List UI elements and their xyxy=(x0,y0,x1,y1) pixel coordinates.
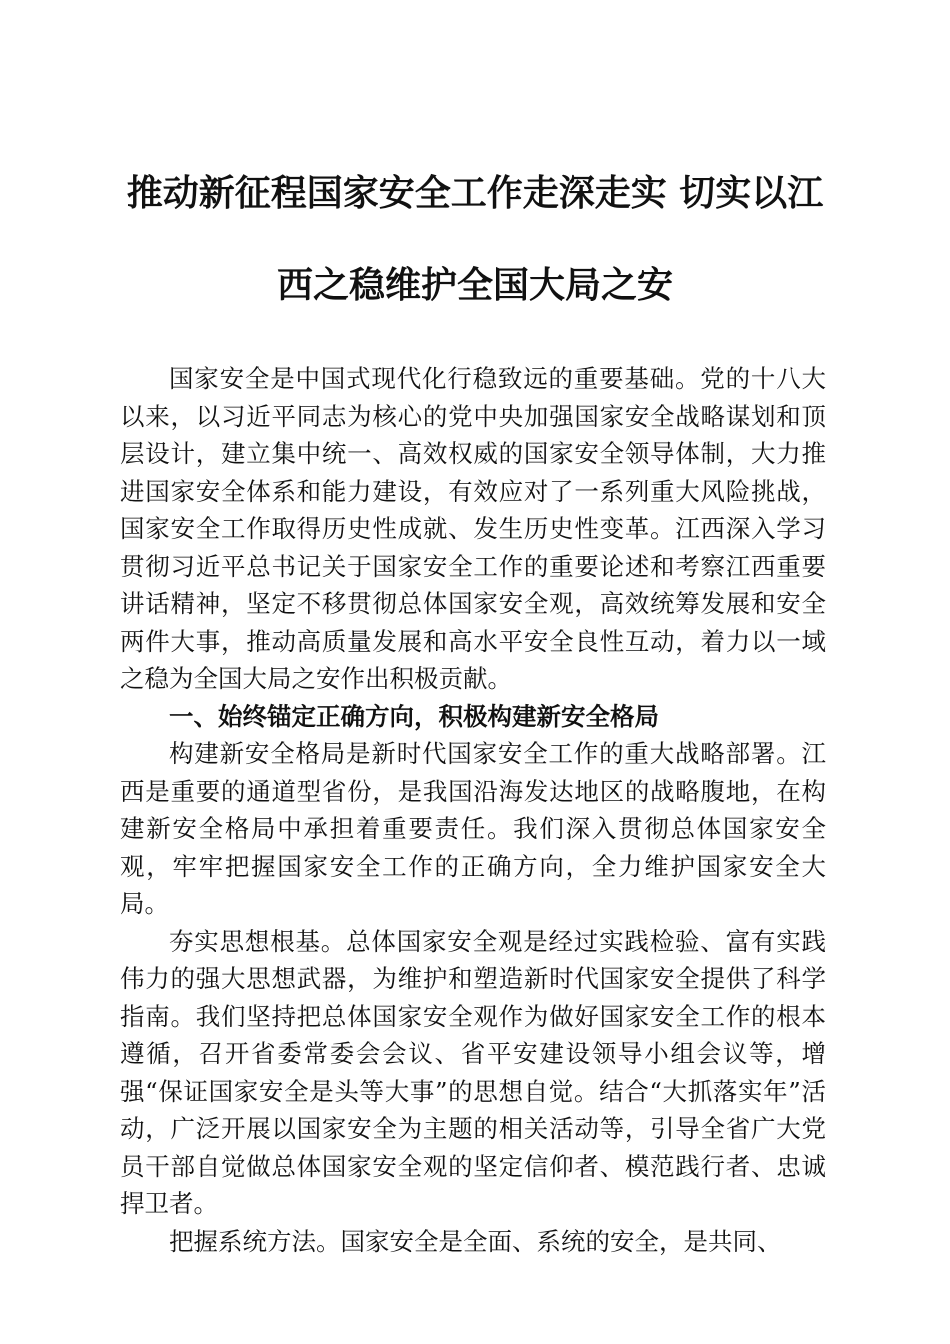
body-paragraph-3: 夯实思想根基。总体国家安全观是经过实践检验、富有实践伟力的强大思想武器，为维护和塑造新时代国家安全提供了科学指南。我们坚持把总体国家安全观作为做好国家安全工作的根本遵循，召开省委常委会会议、省平安建设领导小组会议等，增强“保证国家安全是头等大事”的思想自觉。结合“大抓落实年”活动，广泛开展以国家安全为主题的相关活动等，引导全省广大党员干部自觉做总体国家安全观的坚定信仰者、模范践行者、忠诚捍卫者。 xyxy=(120,926,826,1218)
section-heading-1: 一、始终锚定正确方向，积极构建新安全格局 xyxy=(169,701,659,731)
intro-paragraph: 国家安全是中国式现代化行稳致远的重要基础。党的十八大以来，以习近平同志为核心的党中央加强国家安全战略谋划和顶层设计，建立集中统一、高效权威的国家安全领导体制，大力推进国家安全体系和能力建设，有效应对了一系列重大风险挑战，国家安全工作取得历史性成就、发生历史性变革。江西深入学习贯彻习近平总书记关于国家安全工作的重要论述和考察江西重要讲话精神，坚定不移贯彻总体国家安全观，高效统筹发展和安全两件大事，推动高质量发展和高水平安全良性互动，着力以一域之稳为全国大局之安作出积极贡献。 xyxy=(120,364,826,693)
document-body xyxy=(120,360,826,1260)
title-line-1: 推动新征程国家安全工作走深走实 切实以江 xyxy=(126,172,824,214)
document-title xyxy=(110,168,840,310)
title-line-2: 西之稳维护全国大局之安 xyxy=(276,264,673,306)
body-paragraph-2: 构建新安全格局是新时代国家安全工作的重大战略部署。江西是重要的通道型省份，是我国沿海发达地区的战略腹地，在构建新安全格局中承担着重要责任。我们深入贯彻总体国家安全观，牢牢把握国家安全工作的正确方向，全力维护国家安全大局。 xyxy=(120,739,826,918)
body-paragraph-4: 把握系统方法。国家安全是全面、系统的安全，是共同、 xyxy=(169,1226,782,1256)
